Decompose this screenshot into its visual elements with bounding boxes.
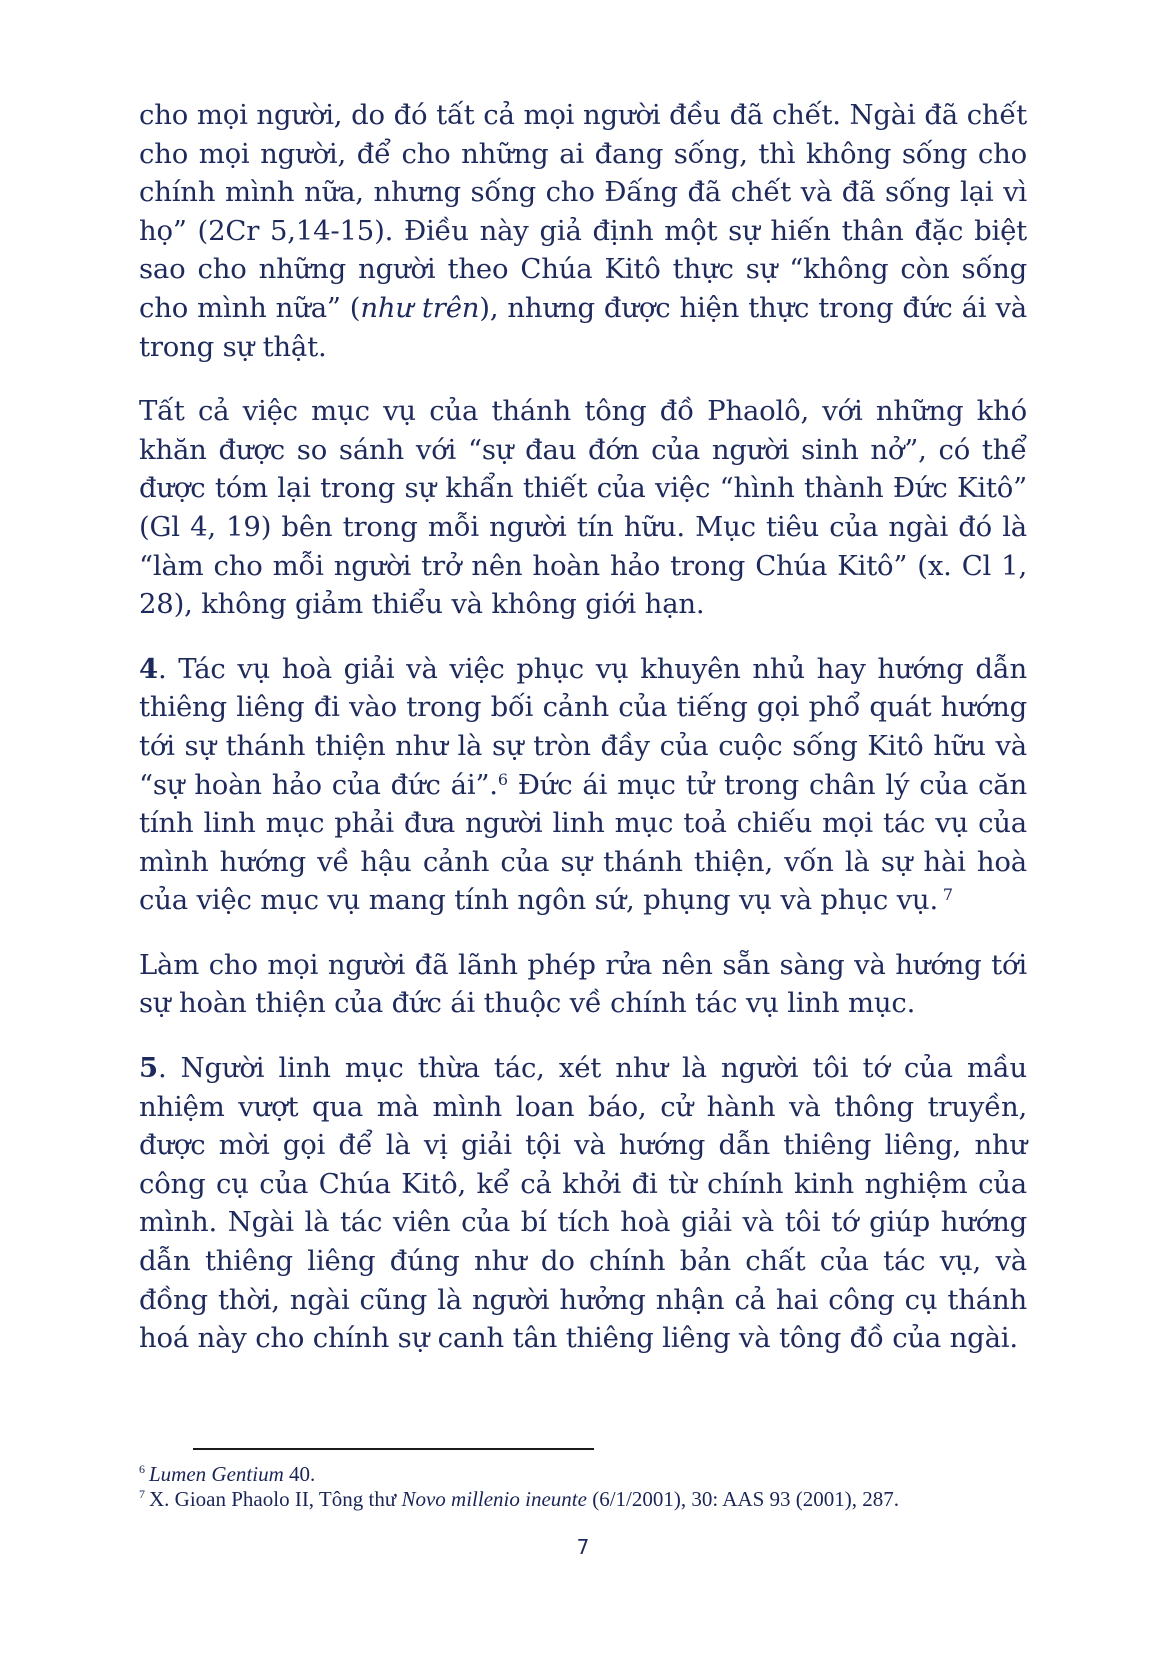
text-segment: . Tác vụ hoà giải và việc phục vụ khuyên nhủ hay hướng dẫn thiêng liêng đi vào trong bối cảnh của tiếng gọi phổ quát hướng tới sự thánh thiện như là sự tròn đầy của cuộc sống Kitô hữu và “sự hoàn hảo của đức ái”. [139,652,1027,801]
text-segment: ), nhưng được hiện thực trong đức ái và trong sự thật. [139,291,1027,363]
italic-text: Lumen Gentium [149,1462,284,1486]
page-number: 7 [576,1535,590,1559]
italic-text: Novo millenio ineunte [401,1487,587,1511]
paragraph [139,392,1027,624]
footnote-reference: 6 [497,769,508,789]
footnotes [139,1462,1027,1512]
numbered-paragraph-4 [139,650,1027,920]
text-segment: Làm cho mọi người đã lãnh phép rửa nên sẵn sàng và hướng tới sự hoàn thiện của đức ái thuộc về chính tác vụ linh mục. [139,948,1027,1020]
footnote-number: 7 [139,1487,145,1501]
paragraph [139,96,1027,366]
footnote-separator [193,1448,594,1450]
paragraph-number: 5 [139,1052,158,1085]
text-segment: Đức ái mục tử trong chân lý của căn tính linh mục phải đưa người linh mục toả chiếu mọi tác vụ của mình hướng về hậu cảnh của sự thánh thiện, vốn là sự hài hoà của việc mục vụ mang tính ngôn sứ, phụng vụ và phục vụ. [139,768,1028,917]
footnote-reference: 7 [938,885,953,905]
footnote-7 [139,1487,1027,1512]
italic-text: như trên [360,291,480,324]
text-segment: X. Gioan Phaolo II, Tông thư [149,1487,402,1511]
body-text [139,96,1027,1384]
footnote-6 [139,1462,1027,1487]
paragraph-number: 4 [139,652,158,685]
paragraph [139,946,1027,1023]
text-segment: . Người linh mục thừa tác, xét như là người tôi tớ của mầu nhiệm vượt qua mà mình loan báo, cử hành và thông truyền, được mời gọi để là vị giải tội và hướng dẫn thiêng liêng, như công cụ của Chúa Kitô, kể cả khởi đi từ chính kinh nghiệm của mình. Ngài là tác viên của bí tích hoà giải và tôi tớ giúp hướng dẫn thiêng liêng đúng như do chính bản chất của tác vụ, và đồng thời, ngài cũng là người hưởng nhận cả hai công cụ thánh hoá này cho chính sự canh tân thiêng liêng và tông đồ của ngài. [139,1052,1027,1355]
text-segment: (6/1/2001), 30: AAS 93 (2001), 287. [586,1487,900,1511]
footnote-number: 6 [139,1462,145,1476]
text-segment: 40. [283,1462,316,1486]
numbered-paragraph-5 [139,1049,1027,1358]
text-segment: cho mọi người, do đó tất cả mọi người đều đã chết. Ngài đã chết cho mọi người, để cho những ai đang sống, thì không sống cho chính mình nữa, nhưng sống cho Đấng đã chết và đã sống lại vì họ” (2Cr 5,14-15). Điều này giả định một sự hiến thân đặc biệt sao cho những người theo Chúa Kitô thực sự “không còn sống cho mình nữa” ( [139,99,1027,324]
text-segment: Tất cả việc mục vụ của thánh tông đồ Phaolô, với những khó khăn được so sánh với “sự đau đớn của người sinh nở”, có thể được tóm lại trong sự khẩn thiết của việc “hình thành Đức Kitô” (Gl 4, 19) bên trong mỗi người tín hữu. Mục tiêu của ngài đó là “làm cho mỗi người trở nên hoàn hảo trong Chúa Kitô” (x. Cl 1, 28), không giảm thiểu và không giới hạn. [139,395,1027,621]
